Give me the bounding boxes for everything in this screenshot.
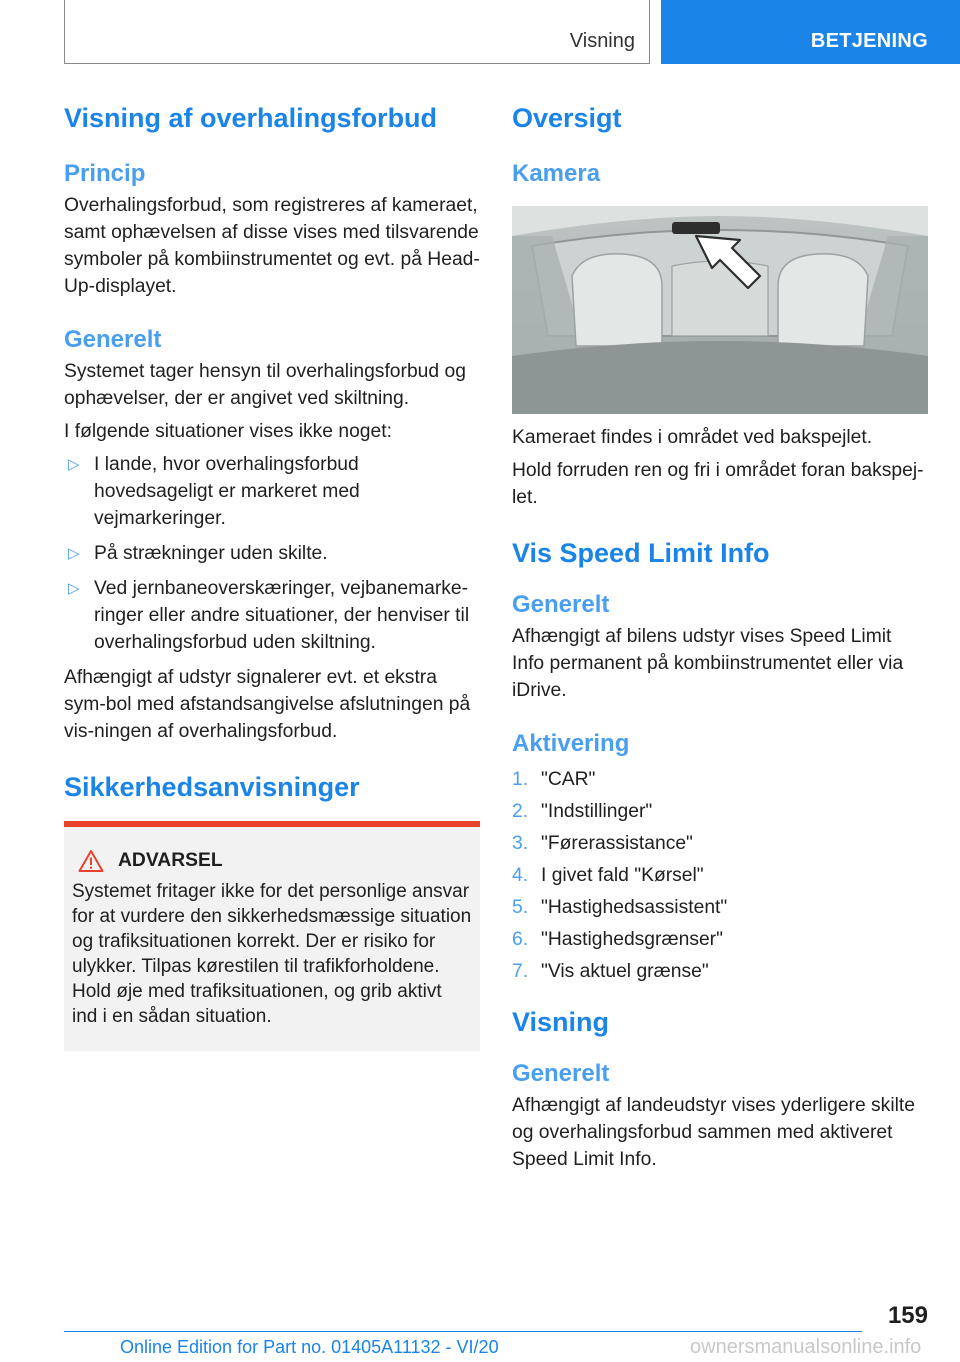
right-column (512, 98, 928, 1173)
warning-header (72, 849, 472, 873)
warning-label: ADVARSEL (118, 850, 223, 871)
list-item: 6. "Hastighedsgrænser" (512, 929, 723, 950)
heading-princip: Princip (64, 160, 146, 187)
generelt-text-1: Systemet tager hensyn til overhalingsforbud og ophævelser, der er angivet ved skiltning. (64, 361, 466, 409)
left-column (64, 98, 480, 1051)
heading-visning: Visning (512, 1007, 610, 1037)
list-item: 7. "Vis aktuel grænse" (512, 961, 709, 982)
footer-edition: Online Edition for Part no. 01405A11132 - VI/20 (120, 1337, 499, 1357)
footer-divider (64, 1331, 862, 1332)
warning-box (64, 821, 480, 1051)
list-item: 3. "Førerassistance" (512, 833, 693, 854)
speed-generelt-text: Afhængigt af bilens udstyr vises Speed Limit Info permanent på kombiinstrumentet eller via iDrive. (512, 626, 904, 701)
heading-generelt: Generelt (64, 326, 162, 353)
header-section-title: Visning (569, 30, 635, 52)
heading-sikkerhedsanvisninger: Sikkerhedsanvisninger (64, 772, 360, 802)
triangle-bullet-icon: ▷ (68, 545, 80, 562)
list-item: 1. "CAR" (512, 769, 596, 790)
heading-aktivering: Aktivering (512, 730, 630, 757)
footer-watermark: ownersmanualsonline.info (690, 1336, 922, 1358)
list-item: ▷ I lande, hvor overhalingsforbud hovedsageligt er markeret med vejmarkeringer. (64, 451, 480, 532)
visning-generelt-text: Afhængigt af landeudstyr vises yderligere skilte og overhalingsforbud sammen med aktiveret Speed Limit Info. (512, 1095, 915, 1170)
aktivering-steps (512, 764, 928, 988)
triangle-bullet-icon: ▷ (68, 456, 80, 473)
generelt-text-2: I følgende situationer vises ikke noget: (64, 421, 392, 442)
list-item: 5. "Hastighedsassistent" (512, 897, 728, 918)
list-item: ▷ Ved jernbaneoverskæringer, vejbanemarke-ringer eller andre situationer, der henviser til overhalingsforbud uden skiltning. (64, 575, 480, 656)
heading-generelt-speed: Generelt (512, 591, 610, 618)
heading-visning-overhalingsforbud: Visning af overhalingsforbud (64, 103, 438, 133)
page-number: 159 (887, 1302, 928, 1329)
list-item: ▷ På strækninger uden skilte. (64, 540, 480, 567)
warning-text: Systemet fritager ikke for det personlige ansvar for at vurdere den sikkerhedsmæssige situation og trafiksituationen korrekt. Der er risiko for ulykker. Tilpas kørestilen til trafikforholdene. Hold øje med trafiksituationen, og grib aktivt ind i en sådan situation. (72, 881, 472, 1027)
header-section-box (64, 0, 650, 64)
list-item: 2. "Indstillinger" (512, 801, 653, 822)
camera-illustration (512, 206, 928, 414)
list-item: 4. I givet fald "Kørsel" (512, 865, 704, 886)
kamera-text-1: Kameraet findes i området ved bakspejlet. (512, 427, 873, 448)
princip-text: Overhalingsforbud, som registreres af kameraet, samt ophævelsen af disse vises med tilsvarende symboler på kombiinstrumentet og evt. på Head-Up-displayet. (64, 195, 480, 297)
heading-kamera: Kamera (512, 160, 601, 187)
header-chapter-title: BETJENING (810, 30, 928, 52)
header-chapter-tab (661, 0, 960, 64)
heading-vis-speed-limit-info: Vis Speed Limit Info (512, 538, 770, 568)
heading-generelt-visning: Generelt (512, 1060, 610, 1087)
kamera-text-2: Hold forruden ren og fri i området foran bakspej-let. (512, 460, 924, 508)
generelt-text-3: Afhængigt af udstyr signalerer evt. et ekstra sym-bol med afstandsangivelse afslutningen på vis-ningen af overhalingsforbud. (64, 667, 471, 742)
triangle-bullet-icon: ▷ (68, 580, 80, 597)
situations-list (64, 451, 480, 656)
warning-triangle-icon (78, 849, 104, 873)
heading-oversigt: Oversigt (512, 103, 622, 133)
